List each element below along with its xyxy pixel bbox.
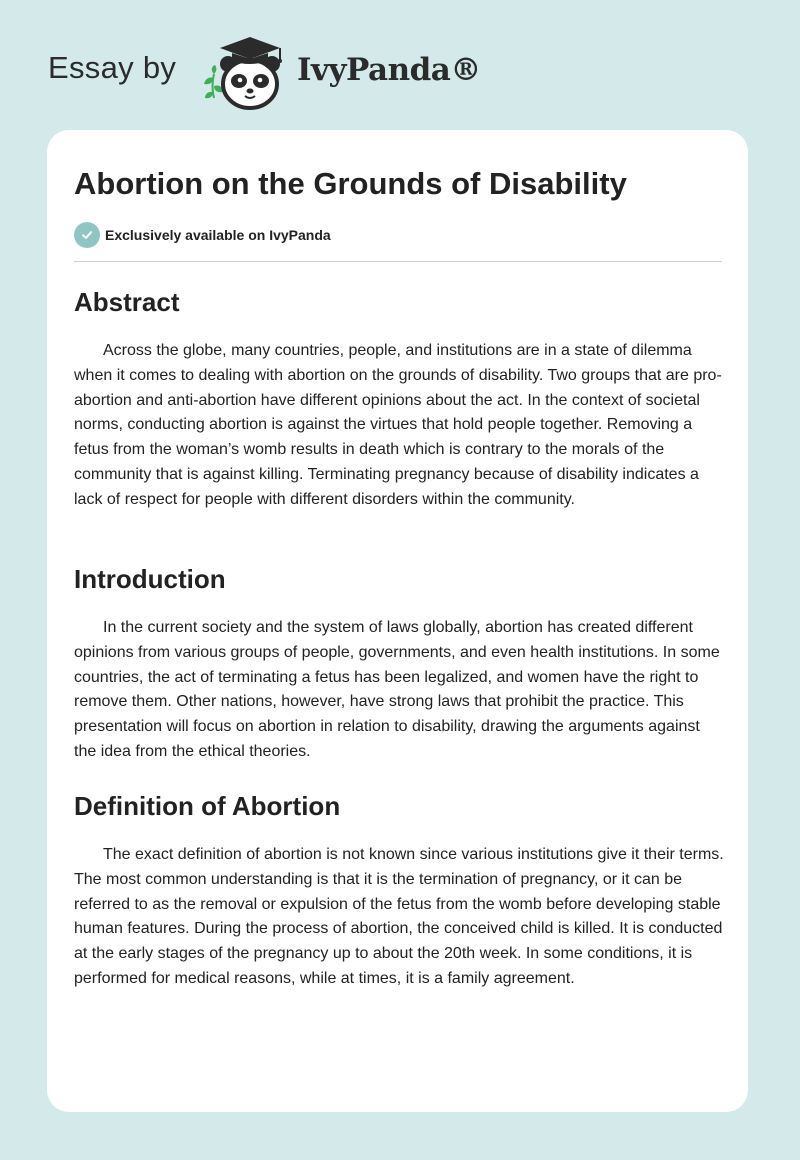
panda-graduate-icon[interactable] xyxy=(200,34,294,110)
exclusive-badge xyxy=(74,222,331,248)
section-body: In the current society and the system of laws globally, abortion has created different opinions from various groups of people, governments, and even health institutions. In some countries, the act of terminating a fetus has been legalized, and women have the right to remove them. Other nations, however, have strong laws that prohibit the practice. This presentation will focus on abortion in relation to disability, drawing the arguments against the idea from the ethical theories. xyxy=(74,619,720,760)
essay-by-label: Essay by xyxy=(48,50,177,85)
title-divider xyxy=(74,261,722,262)
section-heading: Introduction xyxy=(74,564,226,594)
exclusive-badge-label: Exclusively available on IvyPanda xyxy=(105,227,331,243)
section-body: Across the globe, many countries, people, and institutions are in a state of dilemma when it comes to dealing with abortion on the grounds of disability. Two groups that are pro-abortion and anti-abortion have different opinions about the act. In the context of societal norms, conducting abortion is against the virtues that hold people together. Removing a fetus from the woman’s womb results in death which is contrary to the morals of the community that is against killing. Terminating pregnancy because of disability indicates a lack of respect for people with different disorders within the community. xyxy=(74,342,722,508)
section-abstract xyxy=(74,285,724,513)
section-definition-of-abortion xyxy=(74,789,724,992)
check-circle-icon xyxy=(74,222,100,248)
site-header xyxy=(0,0,800,130)
section-body: The exact definition of abortion is not known since various institutions give it their terms. The most common understanding is that it is the termination of pregnancy, or it can be referred to as the removal or expulsion of the fetus from the womb before developing stable human features. During the process of abortion, the conceived child is killed. It is conducted at the early stages of the pregnancy up to about the 20th week. In some conditions, it is performed for medical reasons, while at times, it is a family agreement. xyxy=(74,846,724,987)
section-heading: Abstract xyxy=(74,287,180,317)
essay-card xyxy=(47,130,748,1112)
brand-name[interactable]: IvyPanda® xyxy=(297,52,481,88)
page-title: Abortion on the Grounds of Disability xyxy=(74,166,627,201)
section-introduction xyxy=(74,562,724,765)
section-heading: Definition of Abortion xyxy=(74,791,341,821)
